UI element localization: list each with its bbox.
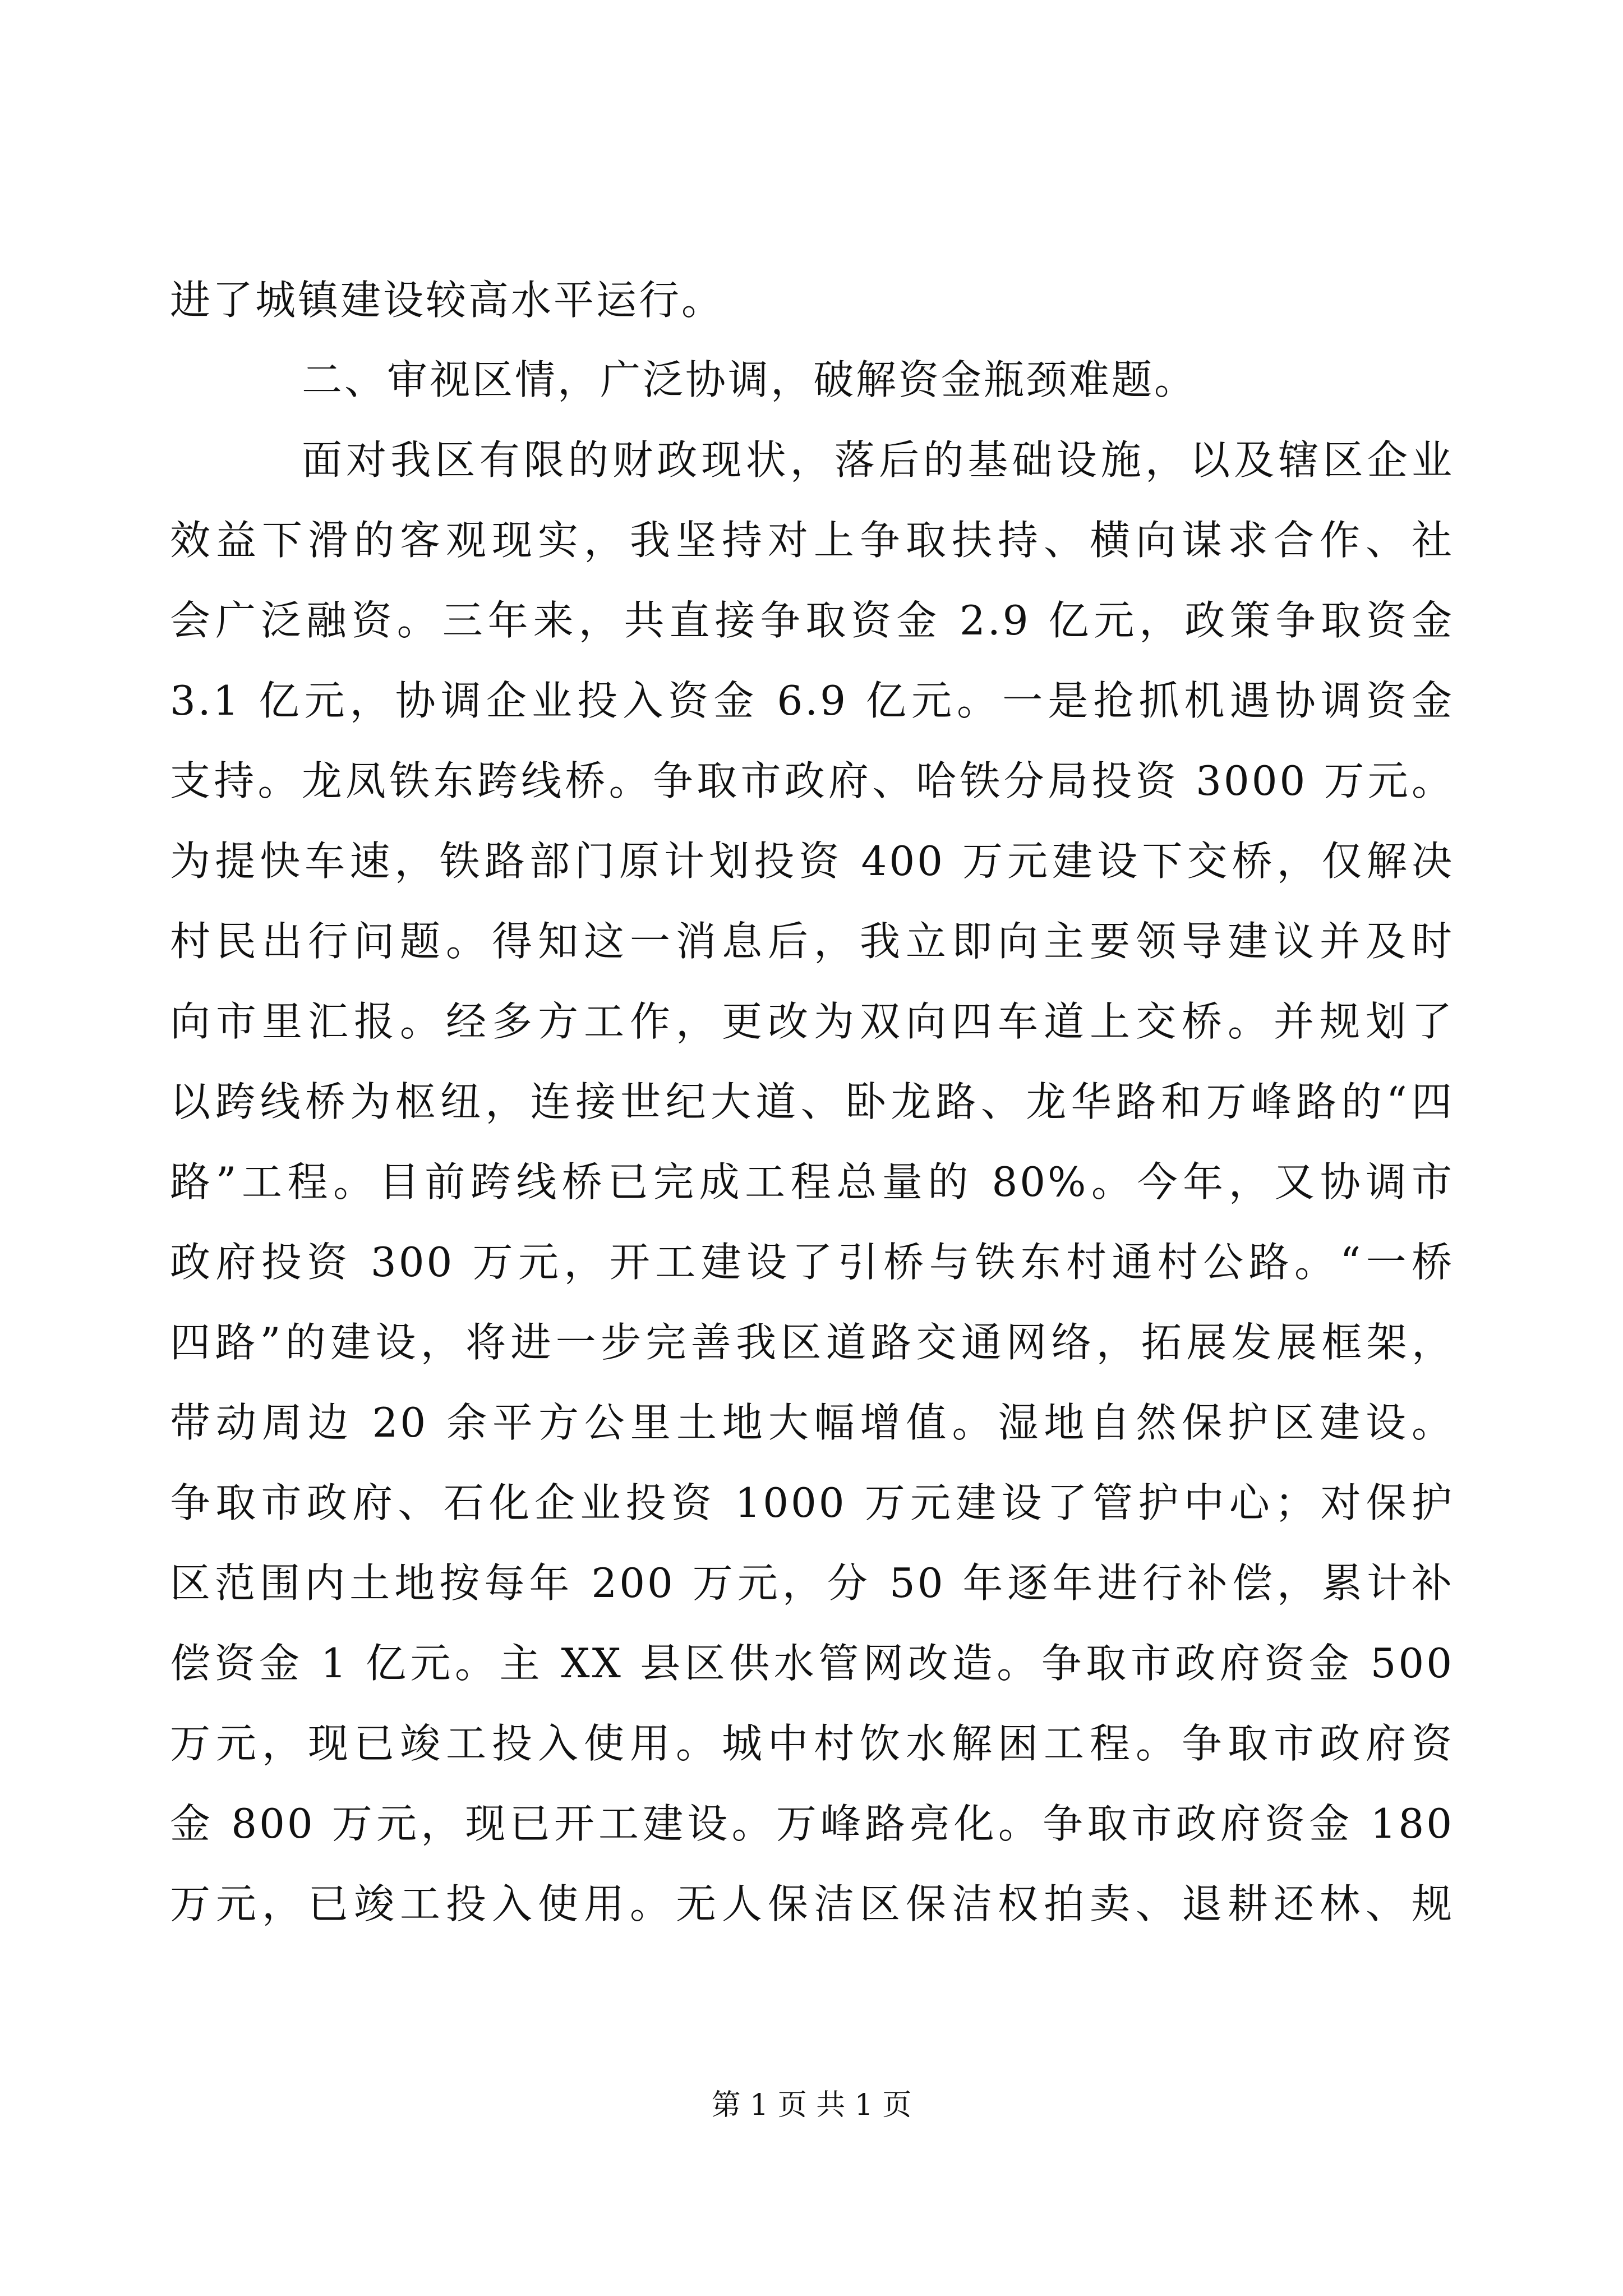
body-line-16: 争取市政府、石化企业投资 1000 万元建设了管护中心；对保护 <box>170 1479 1454 1526</box>
body-line-7: 支持。龙凤铁东跨线桥。争取市政府、哈铁分局投资 3000 万元。 <box>170 757 1454 804</box>
body-line-8: 为提快车速，铁路部门原计划投资 400 万元建设下交桥，仅解决 <box>170 838 1454 885</box>
body-line-6: 3.1 亿元，协调企业投入资金 6.9 亿元。一是抢抓机遇协调资金 <box>170 677 1454 724</box>
body-line-14: 四路”的建设，将进一步完善我区道路交通网络，拓展发展框架， <box>170 1319 1454 1366</box>
body-line-20: 金 800 万元，现已开工建设。万峰路亮化。争取市政府资金 180 <box>170 1800 1454 1847</box>
body-line-10: 向市里汇报。经多方工作，更改为双向四车道上交桥。并规划了 <box>170 998 1454 1045</box>
body-line-9: 村民出行问题。得知这一消息后，我立即向主要领导建议并及时 <box>170 918 1454 965</box>
page-number-footer: 第 1 页 共 1 页 <box>711 2088 912 2122</box>
body-line-17: 区范围内土地按每年 200 万元，分 50 年逐年进行补偿，累计补 <box>170 1559 1454 1607</box>
body-line-15: 带动周边 20 余平方公里土地大幅增值。湿地自然保护区建设。 <box>170 1399 1454 1446</box>
body-line-3: 面对我区有限的财政现状，落后的基础设施，以及辖区企业 <box>302 436 1454 484</box>
body-line-1: 进了城镇建设较高水平运行。 <box>170 277 725 324</box>
body-line-11: 以跨线桥为枢纽，连接世纪大道、卧龙路、龙华路和万峰路的“四 <box>170 1078 1454 1125</box>
body-line-21: 万元，已竣工投入使用。无人保洁区保洁权拍卖、退耕还林、规 <box>170 1880 1454 1927</box>
body-line-4: 效益下滑的客观现实，我坚持对上争取扶持、横向谋求合作、社 <box>170 517 1454 564</box>
body-line-5: 会广泛融资。三年来，共直接争取资金 2.9 亿元，政策争取资金 <box>170 597 1454 644</box>
body-line-12: 路”工程。目前跨线桥已完成工程总量的 80%。今年，又协调市 <box>170 1158 1454 1205</box>
section-heading: 二、审视区情，广泛协调，破解资金瓶颈难题。 <box>302 356 1197 403</box>
body-line-13: 政府投资 300 万元，开工建设了引桥与铁东村通村公路。“一桥 <box>170 1239 1454 1286</box>
body-line-18: 偿资金 1 亿元。主 XX 县区供水管网改造。争取市政府资金 500 <box>170 1640 1454 1687</box>
body-line-19: 万元，现已竣工投入使用。城中村饮水解困工程。争取市政府资 <box>170 1720 1454 1767</box>
